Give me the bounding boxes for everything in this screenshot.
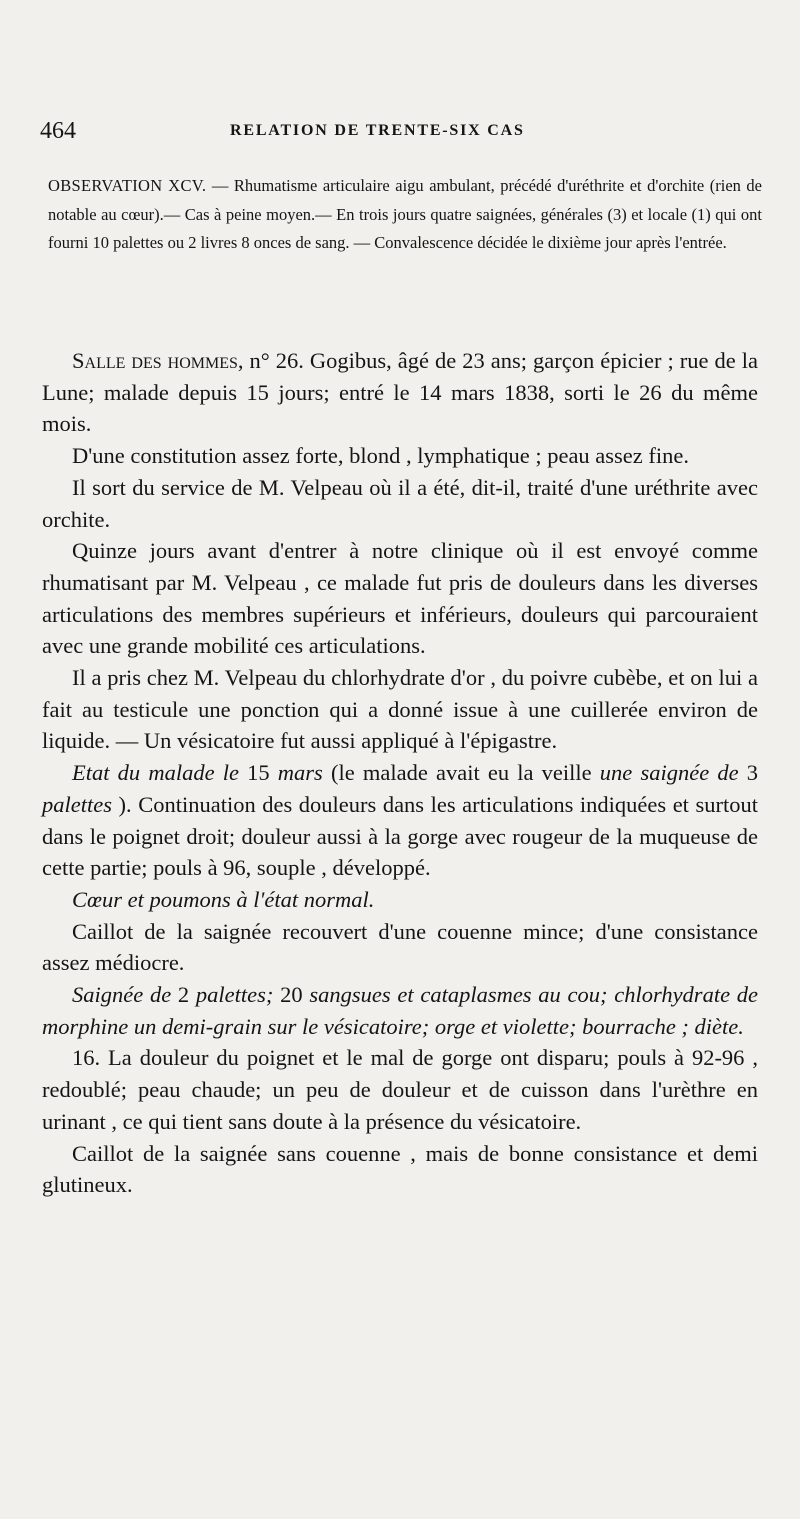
ward-name: Salle des hommes [72, 348, 238, 373]
state-day: 15 [238, 760, 278, 786]
paragraph-prescription [42, 979, 758, 1042]
paragraph-patient [42, 345, 758, 440]
prescription-leeches-count: 20 [273, 982, 310, 1008]
state-bleeding: une saignée de [599, 760, 739, 786]
paragraph-onset: Quinze jours avant d'entrer à notre clinique où il est envoyé comme rhumatisant par M. Velpeau , ce malade fut pris de douleurs dans les diverses articulations des membres supérieurs et inférieurs, douleurs qui parcouraient avec une grande mobilité ces articulations. [42, 538, 758, 659]
prescription-palettes-word: palettes; [195, 982, 274, 1008]
observation-summary [48, 172, 762, 258]
page-number: 464 [40, 118, 76, 144]
observation-body [42, 345, 758, 1201]
paragraph-heart-lungs [42, 884, 758, 916]
state-palettes-word: palettes [42, 791, 112, 817]
prescription-bleeding: Saignée de [72, 982, 172, 1008]
running-title: RELATION DE TRENTE-SIX CAS [230, 122, 525, 139]
state-heading: Etat du malade le [72, 760, 239, 786]
observation-label: OBSERVATION XCV. [48, 176, 207, 195]
paragraph-constitution: D'une constitution assez forte, blond , lymphatique ; peau assez fine. [72, 443, 690, 469]
paragraph-state-15 [42, 757, 758, 884]
paragraph-prior-service: Il sort du service de M. Velpeau où il a été, dit-il, traité d'une uréthrite avec orchite. [42, 474, 758, 532]
state-text-2: ). Continuation des douleurs dans les articulations indiquées et surtout dans le poignet droit; douleur aussi à la gorge avec rougeur de la muqueuse de cette partie; pouls à 96, souple , développé. [42, 791, 758, 881]
page-header [40, 118, 760, 148]
state-text-1: (le malade avait eu la veille [322, 760, 600, 786]
paragraph-prior-treatment: Il a pris chez M. Velpeau du chlorhydrate d'or , du poivre cubèbe, et on lui a fait au testicule une ponction qui a donné issue à une cuillerée environ de liquide. — Un vésicatoire fut aussi appliqué à l'épigastre. [42, 665, 758, 754]
prescription-palettes-count: 2 [171, 982, 196, 1008]
prescription-text: sangsues et cataplasmes au cou; chlorhydrate de morphine un demi-grain sur le vésicatoire; orge et violette; bourrache ; diète. [42, 982, 759, 1039]
state-month: mars [277, 760, 323, 786]
paragraph-clot-1: Caillot de la saignée recouvert d'une couenne mince; d'une consistance assez médiocre. [42, 918, 758, 976]
heart-lungs-text: Cœur et poumons à l'état normal. [72, 886, 375, 912]
paragraph-day-16: 16. La douleur du poignet et le mal de gorge ont disparu; pouls à 92-96 , redoublé; peau chaude; un peu de douleur et de cuisson dans l'urèthre en urinant , ce qui tient sans doute à la présence du vésicatoire. [42, 1045, 758, 1134]
state-palettes-count: 3 [738, 760, 758, 786]
paragraph-clot-2: Caillot de la saignée sans couenne , mais de bonne consistance et demi glutineux. [42, 1140, 758, 1198]
paragraph-patient-text: , n° 26. Gogibus, âgé de 23 ans; garçon épicier ; rue de la Lune; malade depuis 15 jours; entré le 14 mars 1838, sorti le 26 du même mois. [42, 348, 758, 437]
observation-summary-text: — Rhumatisme articulaire aigu ambulant, précédé d'uréthrite et d'orchite (rien de notable au cœur).— Cas à peine moyen.— En trois jours quatre saignées, générales (3) et locale (1) qui ont fourni 10 palettes ou 2 livres 8 onces de sang. — Convalescence décidée le dixième jour après l'entrée. [48, 176, 763, 252]
